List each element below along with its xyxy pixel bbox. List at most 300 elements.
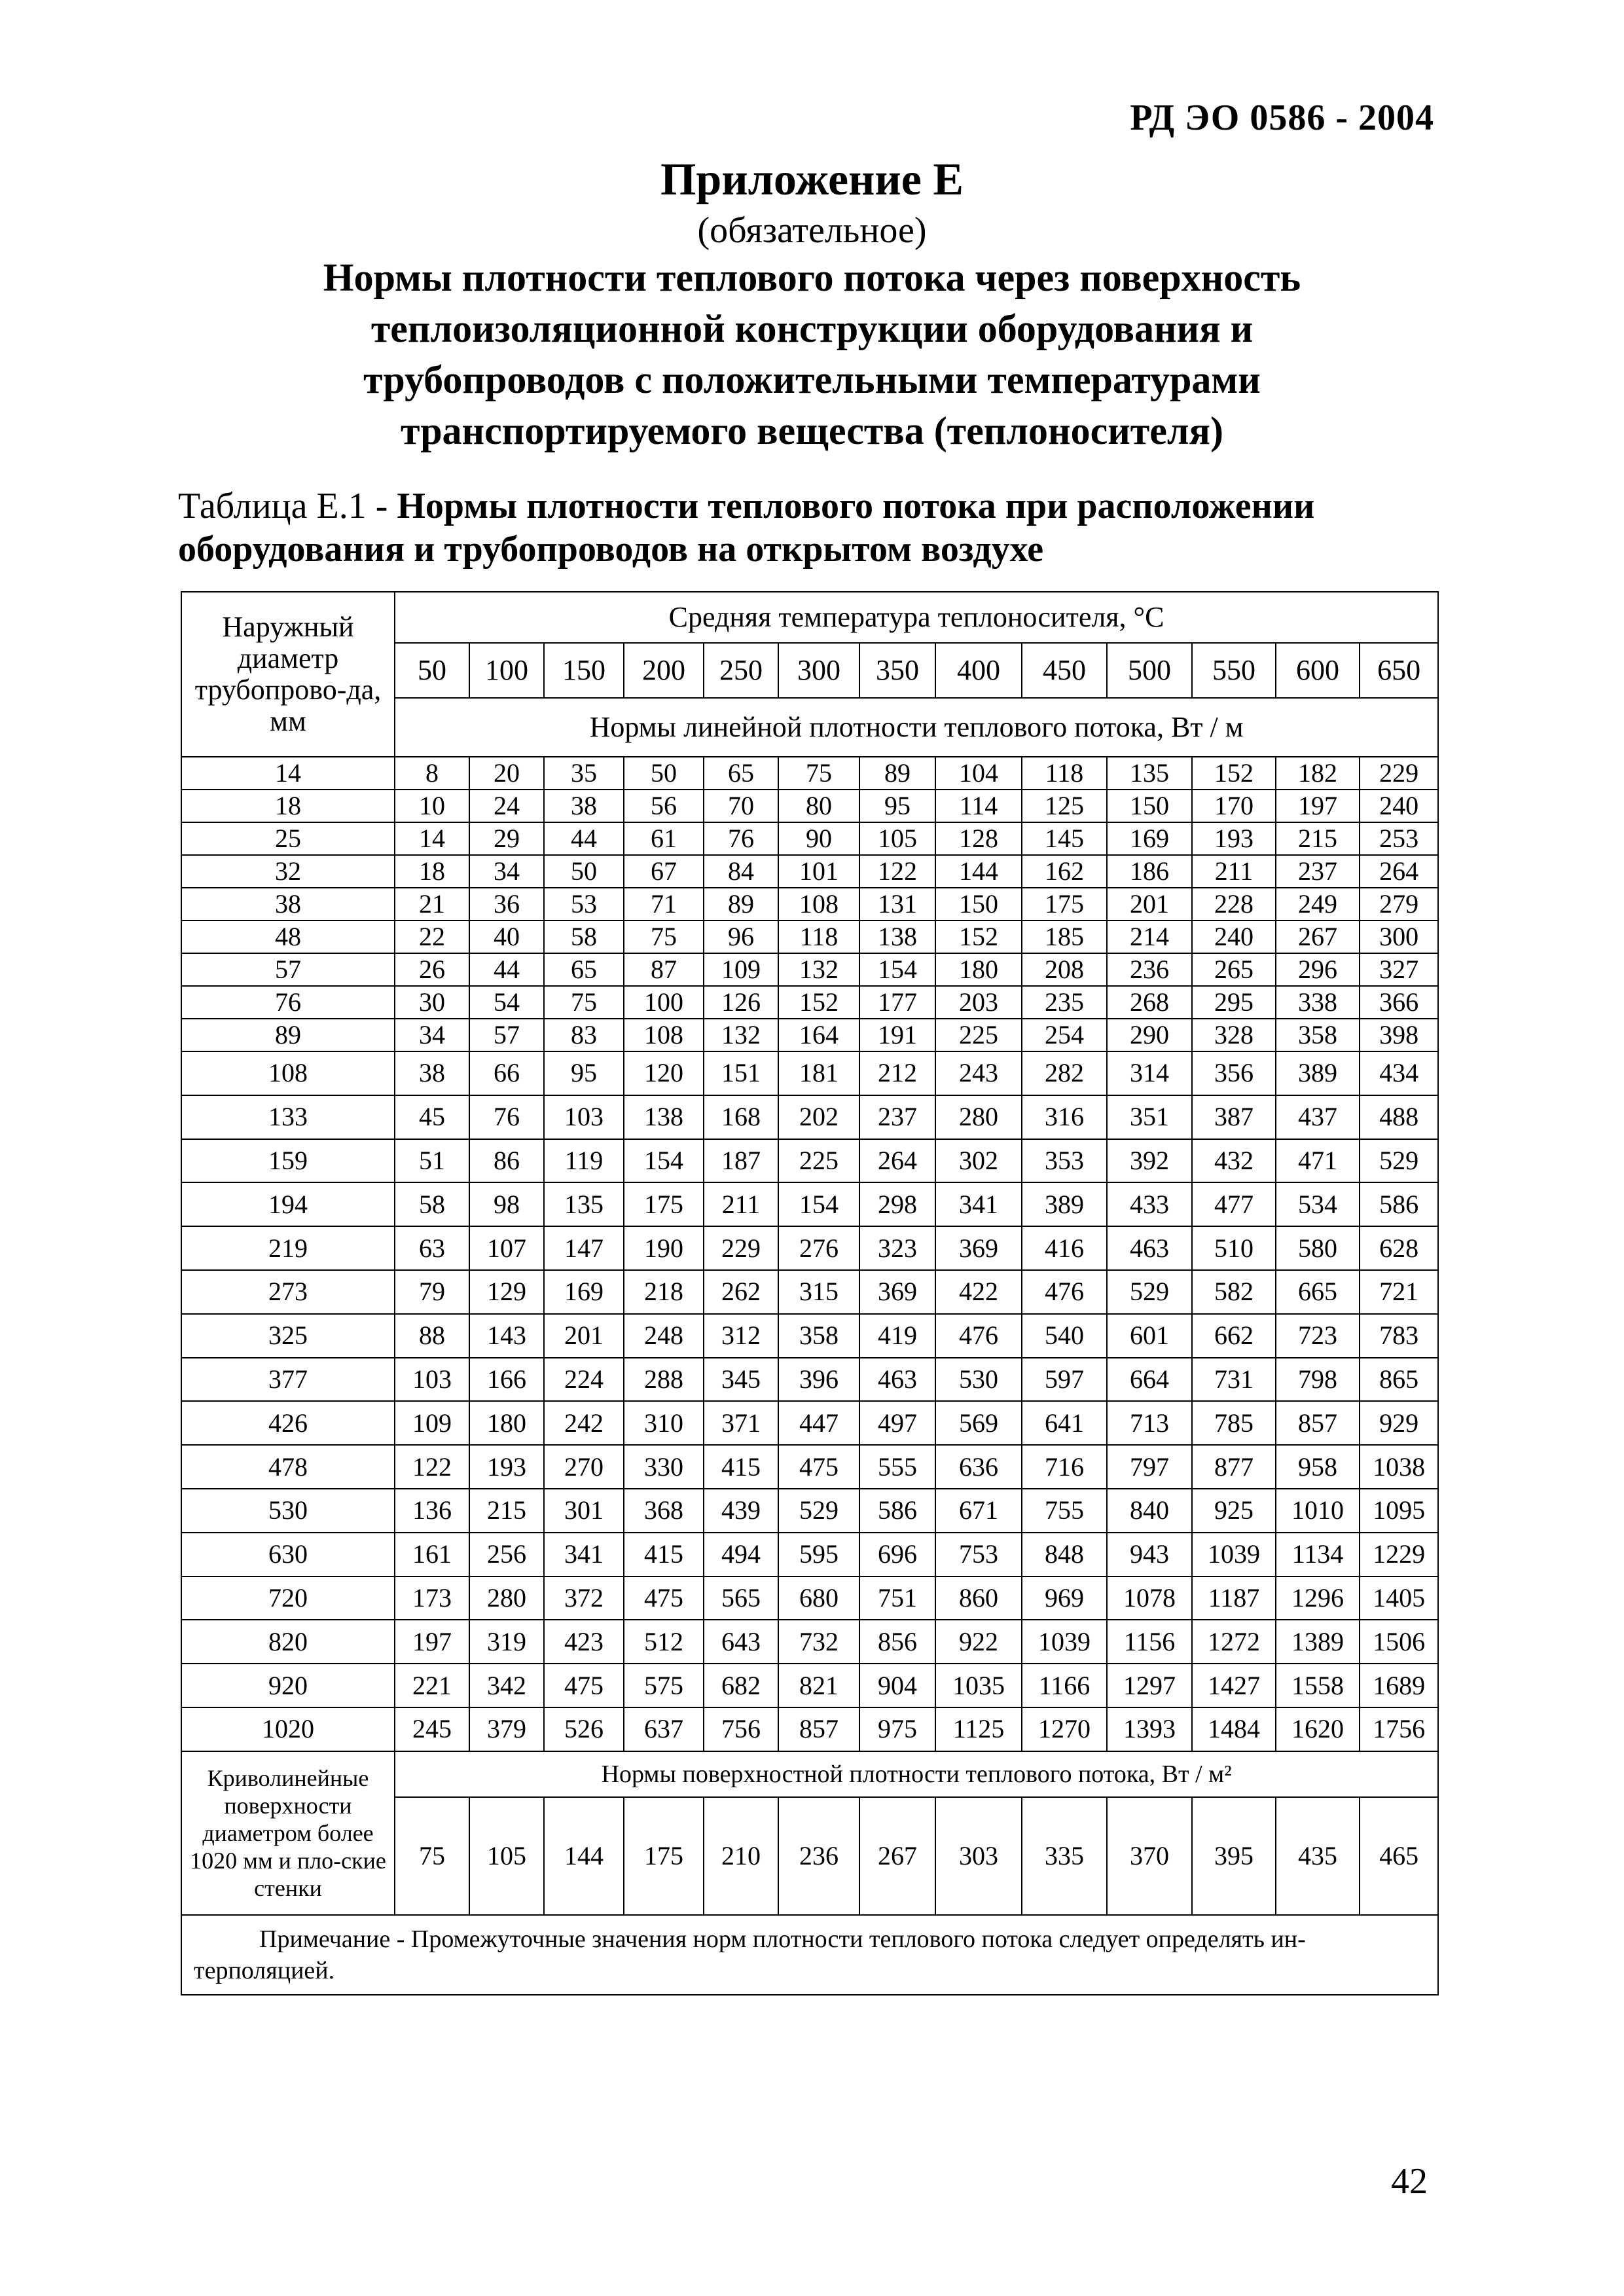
- value-cell: 107: [469, 1226, 544, 1270]
- value-cell: 1039: [1192, 1533, 1276, 1576]
- value-cell: 298: [859, 1182, 935, 1226]
- value-cell: 716: [1022, 1445, 1107, 1489]
- value-cell: 215: [1276, 822, 1360, 855]
- value-cell: 1134: [1276, 1533, 1360, 1576]
- linear-density-header: Нормы линейной плотности теплового потока, Вт / м: [395, 698, 1438, 757]
- diameter-cell: 48: [181, 920, 395, 953]
- value-cell: 342: [469, 1664, 544, 1707]
- value-cell: 296: [1276, 953, 1360, 986]
- value-cell: 371: [704, 1401, 778, 1445]
- value-cell: 471: [1276, 1139, 1360, 1183]
- value-cell: 1166: [1022, 1664, 1107, 1707]
- value-cell: 637: [624, 1707, 704, 1751]
- surface-value-cell: 370: [1107, 1797, 1192, 1915]
- value-cell: 1689: [1360, 1664, 1438, 1707]
- value-cell: 755: [1022, 1489, 1107, 1533]
- value-cell: 555: [859, 1445, 935, 1489]
- value-cell: 135: [544, 1182, 624, 1226]
- value-cell: 145: [1022, 822, 1107, 855]
- value-cell: 197: [395, 1620, 469, 1664]
- value-cell: 1095: [1360, 1489, 1438, 1533]
- value-cell: 173: [395, 1576, 469, 1620]
- value-cell: 66: [469, 1051, 544, 1095]
- value-cell: 267: [1276, 920, 1360, 953]
- appendix-title: Приложение Е: [660, 155, 964, 205]
- value-cell: 71: [624, 888, 704, 920]
- value-cell: 1010: [1276, 1489, 1360, 1533]
- value-cell: 392: [1107, 1139, 1192, 1183]
- table-row: [181, 855, 1438, 888]
- value-cell: 162: [1022, 855, 1107, 888]
- value-cell: 488: [1360, 1095, 1438, 1139]
- value-cell: 662: [1192, 1314, 1276, 1358]
- value-cell: 848: [1022, 1533, 1107, 1576]
- value-cell: 975: [859, 1707, 935, 1751]
- table-row: [181, 1707, 1438, 1751]
- value-cell: 76: [469, 1095, 544, 1139]
- value-cell: 57: [469, 1019, 544, 1051]
- value-cell: 310: [624, 1401, 704, 1445]
- value-cell: 214: [1107, 920, 1192, 953]
- diameter-cell: 426: [181, 1401, 395, 1445]
- value-cell: 105: [859, 822, 935, 855]
- table-row: [181, 1095, 1438, 1139]
- value-cell: 75: [624, 920, 704, 953]
- value-cell: 50: [624, 757, 704, 790]
- value-cell: 341: [935, 1182, 1022, 1226]
- value-cell: 877: [1192, 1445, 1276, 1489]
- value-cell: 154: [778, 1182, 859, 1226]
- value-cell: 248: [624, 1314, 704, 1358]
- value-cell: 595: [778, 1533, 859, 1576]
- temperature-cell: 50: [395, 643, 469, 698]
- value-cell: 122: [859, 855, 935, 888]
- diameter-cell: 133: [181, 1095, 395, 1139]
- value-cell: 534: [1276, 1182, 1360, 1226]
- value-cell: 387: [1192, 1095, 1276, 1139]
- value-cell: 512: [624, 1620, 704, 1664]
- value-cell: 1296: [1276, 1576, 1360, 1620]
- row-header-diameter: Наружный диаметр трубопрово-да, мм: [181, 592, 395, 757]
- value-cell: 328: [1192, 1019, 1276, 1051]
- value-cell: 228: [1192, 888, 1276, 920]
- value-cell: 125: [1022, 790, 1107, 822]
- value-cell: 191: [859, 1019, 935, 1051]
- diameter-cell: 18: [181, 790, 395, 822]
- value-cell: 237: [1276, 855, 1360, 888]
- value-cell: 56: [624, 790, 704, 822]
- value-cell: 88: [395, 1314, 469, 1358]
- value-cell: 10: [395, 790, 469, 822]
- value-cell: 44: [544, 822, 624, 855]
- value-cell: 1270: [1022, 1707, 1107, 1751]
- surface-row-label: Криволинейные поверхности диаметром более 1020 мм и пло-ские стенки: [181, 1751, 395, 1915]
- table-row: [181, 986, 1438, 1019]
- value-cell: 253: [1360, 822, 1438, 855]
- value-cell: 186: [1107, 855, 1192, 888]
- value-cell: 236: [1107, 953, 1192, 986]
- value-cell: 254: [1022, 1019, 1107, 1051]
- value-cell: 168: [704, 1095, 778, 1139]
- value-cell: 798: [1276, 1358, 1360, 1402]
- value-cell: 1393: [1107, 1707, 1192, 1751]
- value-cell: 1405: [1360, 1576, 1438, 1620]
- value-cell: 314: [1107, 1051, 1192, 1095]
- value-cell: 476: [1022, 1270, 1107, 1314]
- value-cell: 89: [704, 888, 778, 920]
- value-cell: 185: [1022, 920, 1107, 953]
- value-cell: 225: [778, 1139, 859, 1183]
- value-cell: 154: [859, 953, 935, 986]
- value-cell: 732: [778, 1620, 859, 1664]
- value-cell: 586: [1360, 1182, 1438, 1226]
- value-cell: 211: [1192, 855, 1276, 888]
- value-cell: 1125: [935, 1707, 1022, 1751]
- value-cell: 665: [1276, 1270, 1360, 1314]
- value-cell: 1229: [1360, 1533, 1438, 1576]
- surface-value-cell: 210: [704, 1797, 778, 1915]
- value-cell: 356: [1192, 1051, 1276, 1095]
- value-cell: 529: [778, 1489, 859, 1533]
- value-cell: 65: [704, 757, 778, 790]
- value-cell: 61: [624, 822, 704, 855]
- value-cell: 475: [624, 1576, 704, 1620]
- diameter-cell: 820: [181, 1620, 395, 1664]
- surface-value-cell: 465: [1360, 1797, 1438, 1915]
- value-cell: 1156: [1107, 1620, 1192, 1664]
- surface-value-cell: 435: [1276, 1797, 1360, 1915]
- value-cell: 104: [935, 757, 1022, 790]
- value-cell: 756: [704, 1707, 778, 1751]
- table-row: [181, 1314, 1438, 1358]
- value-cell: 150: [1107, 790, 1192, 822]
- value-cell: 75: [544, 986, 624, 1019]
- table-row: [181, 1489, 1438, 1533]
- value-cell: 540: [1022, 1314, 1107, 1358]
- value-cell: 34: [469, 855, 544, 888]
- surface-value-cell: 335: [1022, 1797, 1107, 1915]
- value-cell: 67: [624, 855, 704, 888]
- value-cell: 641: [1022, 1401, 1107, 1445]
- value-cell: 161: [395, 1533, 469, 1576]
- document-code: РД ЭО 0586 - 2004: [1130, 98, 1434, 138]
- value-cell: 89: [859, 757, 935, 790]
- value-cell: 316: [1022, 1095, 1107, 1139]
- value-cell: 341: [544, 1533, 624, 1576]
- value-cell: 201: [544, 1314, 624, 1358]
- table-caption-label: Таблица Е.1 -: [178, 486, 397, 526]
- value-cell: 264: [1360, 855, 1438, 888]
- value-cell: 109: [395, 1401, 469, 1445]
- temperature-cell: 150: [544, 643, 624, 698]
- value-cell: 345: [704, 1358, 778, 1402]
- temperature-cell: 300: [778, 643, 859, 698]
- value-cell: 721: [1360, 1270, 1438, 1314]
- value-cell: 240: [1192, 920, 1276, 953]
- value-cell: 24: [469, 790, 544, 822]
- diameter-cell: 377: [181, 1358, 395, 1402]
- diameter-cell: 159: [181, 1139, 395, 1183]
- value-cell: 433: [1107, 1182, 1192, 1226]
- value-cell: 1035: [935, 1664, 1022, 1707]
- value-cell: 96: [704, 920, 778, 953]
- value-cell: 372: [544, 1576, 624, 1620]
- value-cell: 338: [1276, 986, 1360, 1019]
- value-cell: 208: [1022, 953, 1107, 986]
- value-cell: 193: [1192, 822, 1276, 855]
- value-cell: 857: [1276, 1401, 1360, 1445]
- value-cell: 439: [704, 1489, 778, 1533]
- value-cell: 821: [778, 1664, 859, 1707]
- value-cell: 129: [469, 1270, 544, 1314]
- value-cell: 280: [469, 1576, 544, 1620]
- value-cell: 416: [1022, 1226, 1107, 1270]
- value-cell: 22: [395, 920, 469, 953]
- diameter-cell: 325: [181, 1314, 395, 1358]
- value-cell: 154: [624, 1139, 704, 1183]
- value-cell: 44: [469, 953, 544, 986]
- value-cell: 785: [1192, 1401, 1276, 1445]
- value-cell: 280: [935, 1095, 1022, 1139]
- value-cell: 38: [544, 790, 624, 822]
- value-cell: 840: [1107, 1489, 1192, 1533]
- table-row: [181, 1576, 1438, 1620]
- value-cell: 510: [1192, 1226, 1276, 1270]
- value-cell: 857: [778, 1707, 859, 1751]
- table-row: [181, 1019, 1438, 1051]
- value-cell: 432: [1192, 1139, 1276, 1183]
- value-cell: 1484: [1192, 1707, 1276, 1751]
- diameter-cell: 25: [181, 822, 395, 855]
- value-cell: 14: [395, 822, 469, 855]
- value-cell: 58: [544, 920, 624, 953]
- value-cell: 366: [1360, 986, 1438, 1019]
- value-cell: 34: [395, 1019, 469, 1051]
- value-cell: 327: [1360, 953, 1438, 986]
- value-cell: 36: [469, 888, 544, 920]
- surface-value-cell: 144: [544, 1797, 624, 1915]
- value-cell: 268: [1107, 986, 1192, 1019]
- value-cell: 100: [624, 986, 704, 1019]
- value-cell: 201: [1107, 888, 1192, 920]
- value-cell: 180: [469, 1401, 544, 1445]
- value-cell: 1187: [1192, 1576, 1276, 1620]
- value-cell: 529: [1107, 1270, 1192, 1314]
- value-cell: 475: [778, 1445, 859, 1489]
- value-cell: 262: [704, 1270, 778, 1314]
- value-cell: 415: [624, 1533, 704, 1576]
- main-title-line: теплоизоляционной конструкции оборудования и: [370, 307, 1254, 350]
- value-cell: 138: [624, 1095, 704, 1139]
- value-cell: 358: [778, 1314, 859, 1358]
- value-cell: 330: [624, 1445, 704, 1489]
- diameter-cell: 530: [181, 1489, 395, 1533]
- value-cell: 197: [1276, 790, 1360, 822]
- value-cell: 119: [544, 1139, 624, 1183]
- table-row: [181, 1226, 1438, 1270]
- value-cell: 351: [1107, 1095, 1192, 1139]
- value-cell: 20: [469, 757, 544, 790]
- value-cell: 190: [624, 1226, 704, 1270]
- diameter-cell: 89: [181, 1019, 395, 1051]
- value-cell: 108: [778, 888, 859, 920]
- table-row: [181, 822, 1438, 855]
- value-cell: 203: [935, 986, 1022, 1019]
- value-cell: 422: [935, 1270, 1022, 1314]
- value-cell: 122: [395, 1445, 469, 1489]
- value-cell: 242: [544, 1401, 624, 1445]
- value-cell: 358: [1276, 1019, 1360, 1051]
- value-cell: 636: [935, 1445, 1022, 1489]
- temperature-cell: 550: [1192, 643, 1276, 698]
- value-cell: 398: [1360, 1019, 1438, 1051]
- value-cell: 224: [544, 1358, 624, 1402]
- value-cell: 526: [544, 1707, 624, 1751]
- table-row: [181, 1620, 1438, 1664]
- table-row: [181, 953, 1438, 986]
- value-cell: 282: [1022, 1051, 1107, 1095]
- value-cell: 51: [395, 1139, 469, 1183]
- value-cell: 860: [935, 1576, 1022, 1620]
- diameter-cell: 1020: [181, 1707, 395, 1751]
- value-cell: 237: [859, 1095, 935, 1139]
- value-cell: 1427: [1192, 1664, 1276, 1707]
- diameter-cell: 108: [181, 1051, 395, 1095]
- table-caption: [178, 484, 1487, 571]
- value-cell: 475: [544, 1664, 624, 1707]
- temperature-header: Средняя температура теплоносителя, °С: [395, 592, 1438, 643]
- value-cell: 202: [778, 1095, 859, 1139]
- value-cell: 389: [1276, 1051, 1360, 1095]
- value-cell: 150: [935, 888, 1022, 920]
- value-cell: 193: [469, 1445, 544, 1489]
- surface-value-cell: 175: [624, 1797, 704, 1915]
- value-cell: 389: [1022, 1182, 1107, 1226]
- value-cell: 856: [859, 1620, 935, 1664]
- value-cell: 597: [1022, 1358, 1107, 1402]
- temperature-cell: 350: [859, 643, 935, 698]
- value-cell: 152: [778, 986, 859, 1019]
- value-cell: 270: [544, 1445, 624, 1489]
- value-cell: 680: [778, 1576, 859, 1620]
- value-cell: 169: [544, 1270, 624, 1314]
- value-cell: 295: [1192, 986, 1276, 1019]
- value-cell: 582: [1192, 1270, 1276, 1314]
- value-cell: 50: [544, 855, 624, 888]
- value-cell: 423: [544, 1620, 624, 1664]
- value-cell: 575: [624, 1664, 704, 1707]
- value-cell: 164: [778, 1019, 859, 1051]
- surface-value-cell: 395: [1192, 1797, 1276, 1915]
- value-cell: 713: [1107, 1401, 1192, 1445]
- value-cell: 904: [859, 1664, 935, 1707]
- value-cell: 1272: [1192, 1620, 1276, 1664]
- value-cell: 731: [1192, 1358, 1276, 1402]
- value-cell: 245: [395, 1707, 469, 1751]
- value-cell: 1620: [1276, 1707, 1360, 1751]
- value-cell: 922: [935, 1620, 1022, 1664]
- value-cell: 87: [624, 953, 704, 986]
- temperature-cell: 200: [624, 643, 704, 698]
- surface-value-cell: 236: [778, 1797, 859, 1915]
- temperature-cell: 250: [704, 643, 778, 698]
- diameter-cell: 630: [181, 1533, 395, 1576]
- value-cell: 753: [935, 1533, 1022, 1576]
- diameter-cell: 273: [181, 1270, 395, 1314]
- value-cell: 288: [624, 1358, 704, 1402]
- value-cell: 30: [395, 986, 469, 1019]
- value-cell: 290: [1107, 1019, 1192, 1051]
- main-title-line: трубопроводов с положительными температурами: [363, 358, 1261, 401]
- value-cell: 79: [395, 1270, 469, 1314]
- value-cell: 40: [469, 920, 544, 953]
- value-cell: 152: [1192, 757, 1276, 790]
- table-note: [181, 1915, 1438, 1995]
- value-cell: 166: [469, 1358, 544, 1402]
- value-cell: 476: [935, 1314, 1022, 1358]
- diameter-cell: 38: [181, 888, 395, 920]
- value-cell: 243: [935, 1051, 1022, 1095]
- table-row: [181, 920, 1438, 953]
- value-cell: 302: [935, 1139, 1022, 1183]
- table-row: [181, 1139, 1438, 1183]
- value-cell: 143: [469, 1314, 544, 1358]
- value-cell: 437: [1276, 1095, 1360, 1139]
- value-cell: 135: [1107, 757, 1192, 790]
- value-cell: 580: [1276, 1226, 1360, 1270]
- main-title-line: Нормы плотности теплового потока через поверхность: [323, 256, 1301, 299]
- diameter-cell: 219: [181, 1226, 395, 1270]
- value-cell: 38: [395, 1051, 469, 1095]
- value-cell: 175: [624, 1182, 704, 1226]
- value-cell: 315: [778, 1270, 859, 1314]
- value-cell: 958: [1276, 1445, 1360, 1489]
- value-cell: 187: [704, 1139, 778, 1183]
- value-cell: 1506: [1360, 1620, 1438, 1664]
- diameter-cell: 720: [181, 1576, 395, 1620]
- value-cell: 35: [544, 757, 624, 790]
- value-cell: 249: [1276, 888, 1360, 920]
- surface-value-cell: 105: [469, 1797, 544, 1915]
- value-cell: 601: [1107, 1314, 1192, 1358]
- value-cell: 664: [1107, 1358, 1192, 1402]
- value-cell: 783: [1360, 1314, 1438, 1358]
- value-cell: 943: [1107, 1533, 1192, 1576]
- value-cell: 212: [859, 1051, 935, 1095]
- value-cell: 628: [1360, 1226, 1438, 1270]
- value-cell: 70: [704, 790, 778, 822]
- value-cell: 169: [1107, 822, 1192, 855]
- value-cell: 175: [1022, 888, 1107, 920]
- value-cell: 494: [704, 1533, 778, 1576]
- value-cell: 1039: [1022, 1620, 1107, 1664]
- value-cell: 797: [1107, 1445, 1192, 1489]
- value-cell: 136: [395, 1489, 469, 1533]
- value-cell: 279: [1360, 888, 1438, 920]
- value-cell: 256: [469, 1533, 544, 1576]
- value-cell: 177: [859, 986, 935, 1019]
- main-title-line: транспортируемого вещества (теплоносителя): [400, 409, 1223, 452]
- value-cell: 53: [544, 888, 624, 920]
- value-cell: 103: [395, 1358, 469, 1402]
- value-cell: 1558: [1276, 1664, 1360, 1707]
- value-cell: 90: [778, 822, 859, 855]
- value-cell: 319: [469, 1620, 544, 1664]
- table-row: [181, 1270, 1438, 1314]
- value-cell: 1297: [1107, 1664, 1192, 1707]
- value-cell: 379: [469, 1707, 544, 1751]
- value-cell: 586: [859, 1489, 935, 1533]
